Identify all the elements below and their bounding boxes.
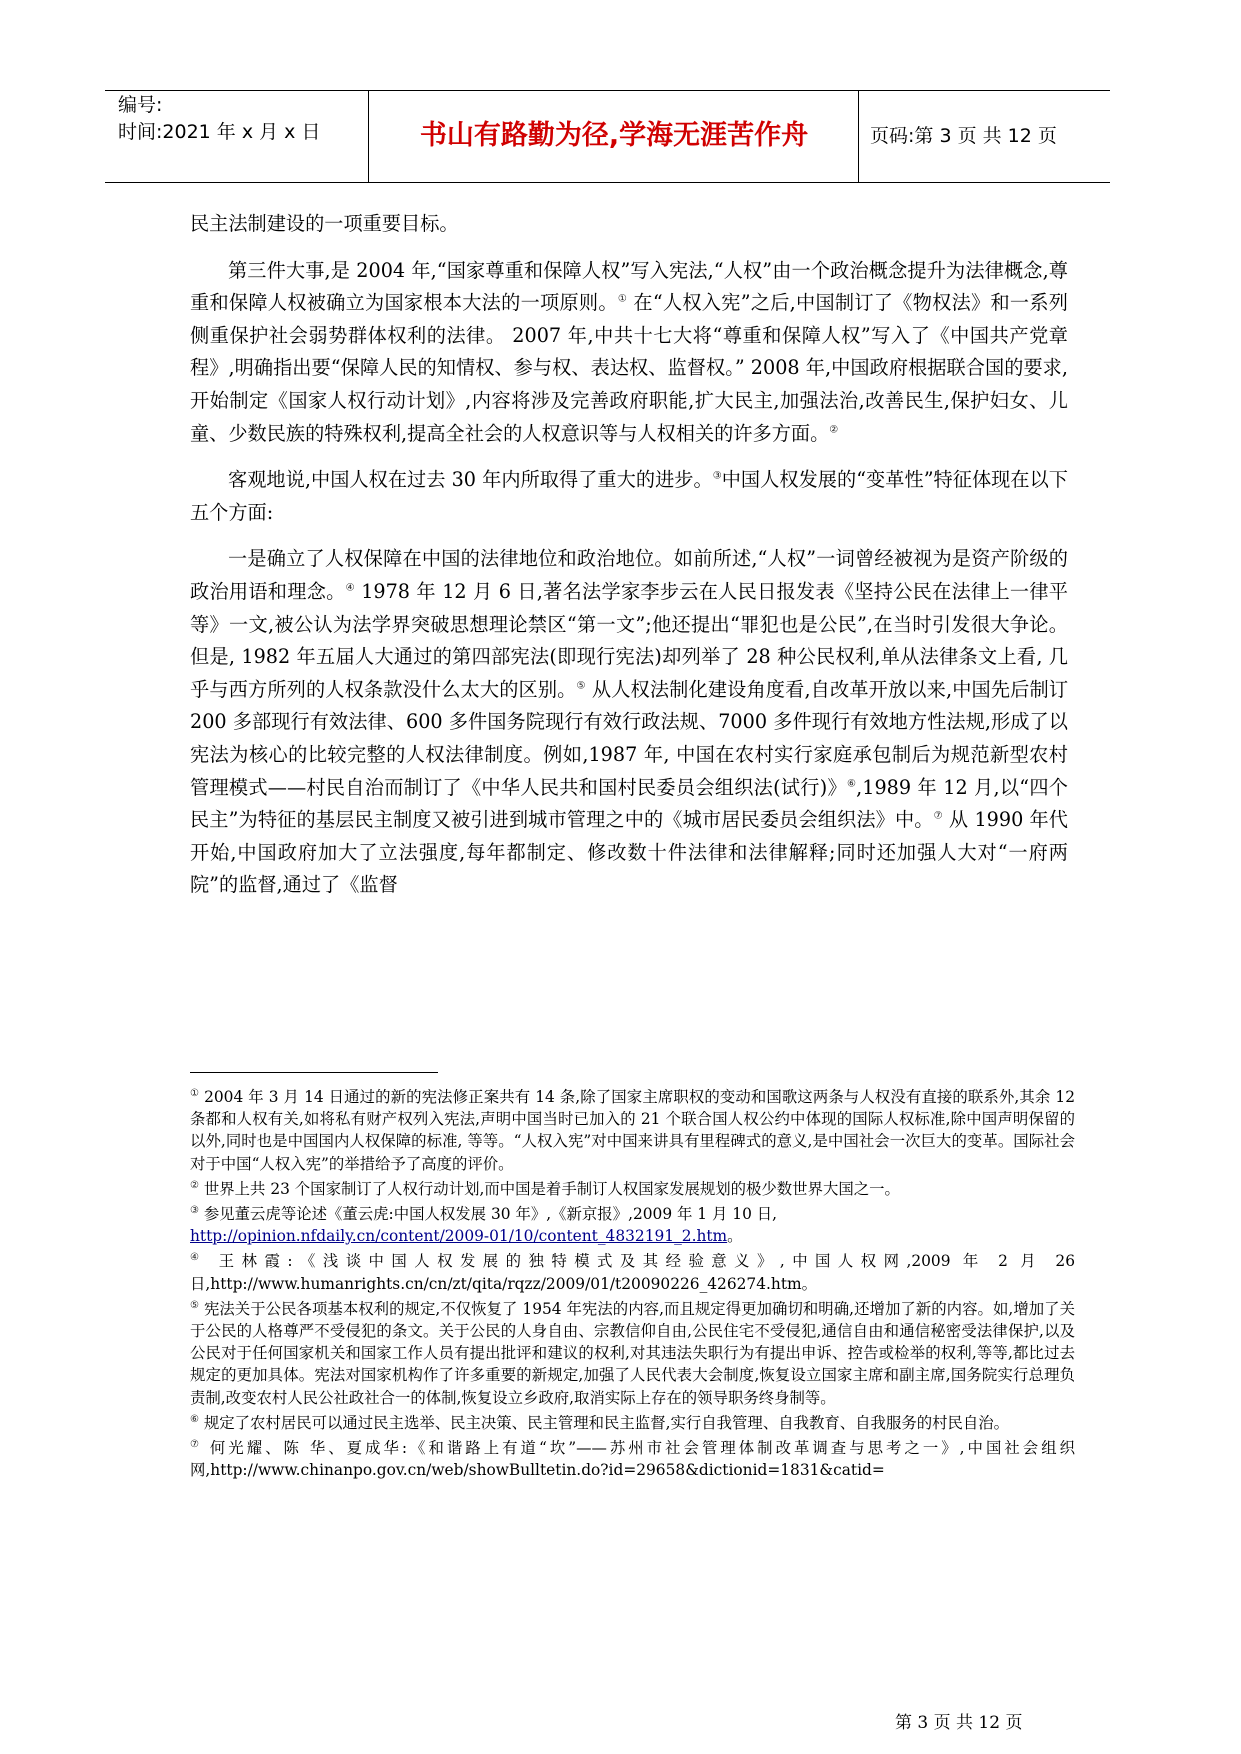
footnote-text: 王林霞:《浅谈中国人权发展的独特模式及其经验意义》,中国人权网,2009 年 2 月 26 日,http://www.humanrights.cn/cn/zt/qita/rqzz/2009/01/t20090226_426274.htm。 [190,1252,1075,1293]
footnote-mark: ③ [190,1204,199,1216]
footnote-item [190,1086,1075,1175]
footnotes [190,1086,1075,1484]
paragraph-text: 客观地说,中国人权在过去 30 年内所取得了重大的进步。 [228,468,713,492]
header-motto: 书山有路勤为径,学海无涯苦作舟 [419,120,809,151]
paragraph-text: 中国人权发展的“变革性”特征体现在以下五个方面: [190,468,1068,524]
footnote-item [190,1298,1075,1409]
paragraph-text: 民主法制建设的一项重要目标。 [190,212,459,235]
footnote-mark: ⑤ [190,1299,200,1311]
footnote-mark: ⑦ [190,1438,202,1450]
footnote-item [190,1178,1075,1200]
footnote-mark: ⑥ [190,1413,199,1425]
footnote-ref[interactable]: ⑦ [933,810,943,822]
paragraph [190,464,1068,529]
paragraph-text: 1978 年 12 月 6 日,著名法学家李步云在人民日报发表《坚持公民在法律上一律平等》一文,被公认为法学界突破思想理论禁区“第一文”;他还提出“罪犯也是公民”,在当时引发很大争论。但是, 1982 年五届人大通过的第四部宪法(即现行宪法)却列举了 28 种公民权利,单从法律条文上看, 几乎与西方所列的人权条款没什么太大的区别。 [190,579,1068,701]
footnote-ref[interactable]: ⑤ [576,680,586,692]
header-bottom-rule [105,182,1110,183]
header-divider-left [368,91,369,182]
footnote-text: 宪法关于公民各项基本权利的规定,不仅恢复了 1954 年宪法的内容,而且规定得更加确切和明确,还增加了新的内容。如,增加了关于公民的人格尊严不受侵犯的条文。关于公民的人身自由、宗教信仰自由,公民住宅不受侵犯,通信自由和通信秘密受法律保护,以及公民对于任何国家机关和国家工作人员有提出批评和建议的权利,对其违法失职行为有提出申诉、控告或检举的权利,等等,都比过去规定的更加具体。宪法对国家机构作了许多重要的新规定,加强了人民代表大会制度,恢复设立国家主席和副主席,国务院实行总理负责制,改变农村人民公社政社合一的体制,恢复设立乡政府,取消实际上存在的领导职务终身制等。 [190,1299,1076,1407]
footnote-mark: ① [190,1087,200,1099]
footnote-ref[interactable]: ④ [345,582,355,594]
footnote-item [190,1412,1075,1434]
paragraph-text: ,1989 年 12 月,以“四个民主”为特征的基层民主制度又被引进到城市管理之中的《城市居民委员会组织法》中。 [190,775,1068,832]
footnote-ref[interactable]: ③ [712,470,722,482]
footnote-item [190,1437,1075,1481]
footnote-mark: ④ [190,1252,207,1264]
paragraph-text: 第三件大事,是 2004 年,“国家尊重和保障人权”写入宪法,“人权”由一个政治概念提升为法律概念,尊重和保障人权被确立为国家根本大法的一项原则。 [190,258,1068,315]
header-info [118,92,368,146]
footnote-text: 规定了农村居民可以通过民主选举、民主决策、民主管理和民主监督,实行自我管理、自我教育、自我服务的村民自治。 [198,1413,1010,1432]
footnote-ref[interactable]: ② [829,424,839,436]
footnote-text: 何光耀、陈 华、夏成华:《和谐路上有道“坎”——苏州市社会管理体制改革调查与思考之一》,中国社会组织网,http://www.chinanpo.gov.cn/web/showBulltetin.do?id=29658&dictionid=1831&catid= [190,1439,1075,1480]
document-time: 时间:2021 年 x 月 x 日 [118,121,321,143]
footnote-separator [190,1072,438,1073]
paragraph [190,255,1068,451]
footnote-ref[interactable]: ① [617,293,628,305]
paragraph-text: 从人权法制化建设角度看,自改革开放以来,中国先后制订 200 多部现行有效法律、600 多件国务院现行有效行政法规、7000 多件现行有效地方性法规,形成了以宪法为核心的比较完整的人权法律制度。例如,1987 年, 中国在农村实行家庭承包制后为规范新型农村管理模式——村民自治而制订了《中华人民共和国村民委员会组织法(试行)》 [190,677,1069,799]
footnote-ref[interactable]: ⑥ [846,778,857,790]
paragraph-text: 从 1990 年代开始,中国政府加大了立法强度,每年都制定、修改数十件法律和法律解释;同时还加强人大对“一府两院”的监督,通过了《监督 [190,808,1068,897]
footnote-item [190,1250,1075,1294]
footnote-link[interactable]: http://opinion.nfdaily.cn/content/2009-01/10/content_4832191_2.htm [190,1227,728,1246]
paragraph-text: 在“人权入宪”之后,中国制订了《物权法》和一系列侧重保护社会弱势群体权利的法律。 2007 年,中共十七大将“尊重和保障人权”写入了《中国共产党章程》,明确指出要“保障人民的知情权、参与权、表达权、监督权。” 2008 年,中国政府根据联合国的要求,开始制定《国家人权行动计划》,内容将涉及完善政府职能,扩大民主,加强法治,改善民生,保护妇女、儿童、少数民族的特殊权利,提高全社会的人权意识等与人权相关的许多方面。 [190,291,1068,445]
paragraph [190,208,1068,241]
header-divider-right [858,91,859,182]
document-number: 编号: [118,94,163,116]
document-body [190,208,1068,916]
header-page-number: 页码:第 3 页 共 12 页 [870,125,1057,147]
footnote-text: 。 [727,1227,743,1246]
footnote-item [190,1203,1075,1247]
page-footer: 第 3 页 共 12 页 [895,1713,1023,1733]
footnote-text: 参见董云虎等论述《董云虎:中国人权发展 30 年》,《新京报》,2009 年 1 月 10 日, [198,1205,778,1224]
paragraph-text: 一是确立了人权保障在中国的法律地位和政治地位。如前所述,“人权”一词曾经被视为是资产阶级的政治用语和理念。 [190,547,1068,603]
header-top-rule [105,90,1110,91]
footnote-text: 2004 年 3 月 14 日通过的新的宪法修正案共有 14 条,除了国家主席职权的变动和国歌这两条与人权没有直接的联系外,其余 12 条都和人权有关,如将私有财产权列入宪法,声明中国当时已加入的 21 个联合国人权公约中体现的国际人权标准,除中国声明保留的以外,同时也是中国国内人权保障的标准, 等等。“人权入宪”对中国来讲具有里程碑式的意义,是中国社会一次巨大的变革。国际社会对于中国“人权入宪”的举措给予了高度的评价。 [190,1088,1075,1173]
footnote-mark: ② [190,1179,199,1191]
paragraph [190,543,1068,902]
footnote-text: 世界上共 23 个国家制订了人权行动计划,而中国是着手制订人权国家发展规划的极少数世界大国之一。 [198,1179,900,1198]
